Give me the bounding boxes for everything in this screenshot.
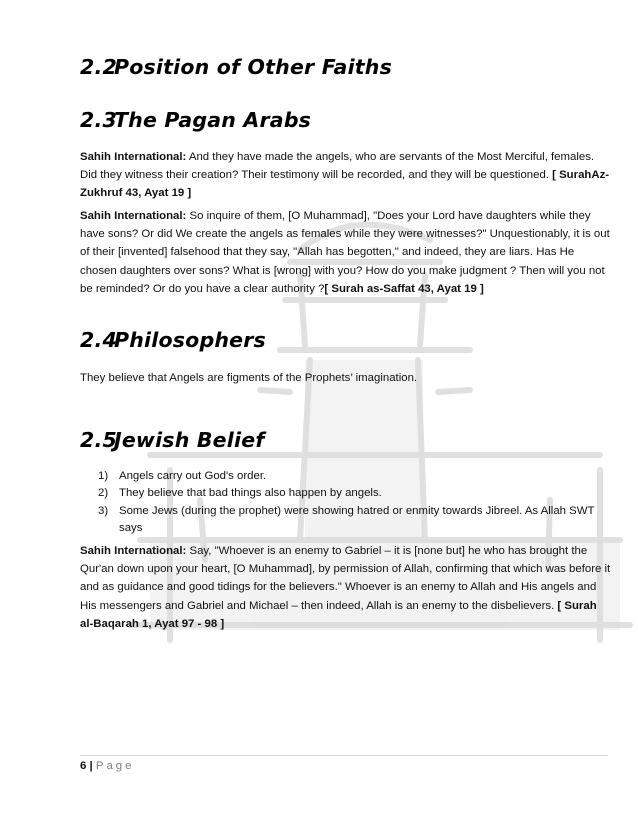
heading-number: 2.3 — [80, 108, 117, 132]
heading-number: 2.5 — [80, 428, 117, 452]
page-footer — [80, 760, 134, 772]
heading-philosophers — [80, 328, 266, 352]
list-marker: 3) — [98, 504, 109, 517]
translation-label: Sahih International: — [80, 210, 187, 222]
list-item-text: They believe that bad things also happen by angels. — [119, 487, 382, 500]
list-item — [98, 468, 612, 485]
list-item-text: Some Jews (during the prophet) were showing hatred or enmity towards Jibreel. As Allah SWT says — [119, 504, 595, 535]
heading-jewish-belief — [80, 428, 264, 452]
philosophers-paragraph: They believe that Angels are figments of the Prophets’ imagination. — [80, 372, 418, 384]
footer-divider — [80, 755, 608, 756]
heading-title: Philosophers — [114, 328, 266, 352]
surah-reference: [ SurahAz-Zukhruf 43, Ayat 19 ] — [80, 169, 610, 200]
quote-text: And they have made the angels, who are servants of the Most Merciful, females. Did they witness their creation? Their testimony will be recorded, and they will be questioned. — [80, 151, 595, 182]
footer-separator: | — [86, 760, 96, 772]
translation-label: Sahih International: — [80, 151, 187, 163]
page-label: Page — [95, 760, 135, 772]
quran-quote-paragraph — [80, 148, 612, 203]
page-number: 6 — [80, 760, 87, 772]
list-item — [98, 503, 612, 538]
heading-title: Position of Other Faiths — [114, 55, 392, 79]
heading-title: The Pagan Arabs — [114, 108, 312, 132]
heading-title: Jewish Belief — [114, 428, 265, 452]
surah-reference: [ Surah al-Baqarah 1, Ayat 97 - 98 ] — [80, 599, 597, 630]
list-item — [98, 485, 612, 502]
list-marker: 2) — [98, 487, 109, 500]
list-item-text: Angels carry out God's order. — [119, 470, 267, 482]
quran-quote-paragraph — [80, 207, 612, 298]
heading-number: 2.2 — [80, 55, 117, 79]
heading-number: 2.4 — [80, 328, 117, 352]
jewish-belief-list — [98, 468, 612, 538]
quran-quote-paragraph — [80, 542, 612, 633]
quote-text: Say, "Whoever is an enemy to Gabriel – it is [none but] he who has brought the Qur'an down upon your heart, [O Muhammad], by permission of Allah, confirming that which was before it and as guidance and good tidings for the believers." Whoever is an enemy to Allah and His angels and His messengers and Gabriel and Michael – then indeed, Allah is an enemy to the disbelievers. — [80, 545, 611, 612]
heading-the-pagan-arabs — [80, 108, 311, 132]
heading-position-of-other-faiths — [80, 55, 392, 79]
translation-label: Sahih International: — [80, 545, 187, 557]
surah-reference: [ Surah as-Saffat 43, Ayat 19 ] — [324, 282, 484, 295]
quote-text: So inquire of them, [O Muhammad], "Does your Lord have daughters while they have sons? Or did We create the angels as females while they were witnesses?" Unquestionably, it is out of their [invented] falsehood that they say, "Allah has begotten," and indeed, they are liars. Has He chosen daughters over sons? What is [wrong] with you? How do you make judgment ? Then will you not be reminded? Or do you have a clear authority ? — [80, 210, 610, 295]
list-marker: 1) — [98, 470, 109, 482]
